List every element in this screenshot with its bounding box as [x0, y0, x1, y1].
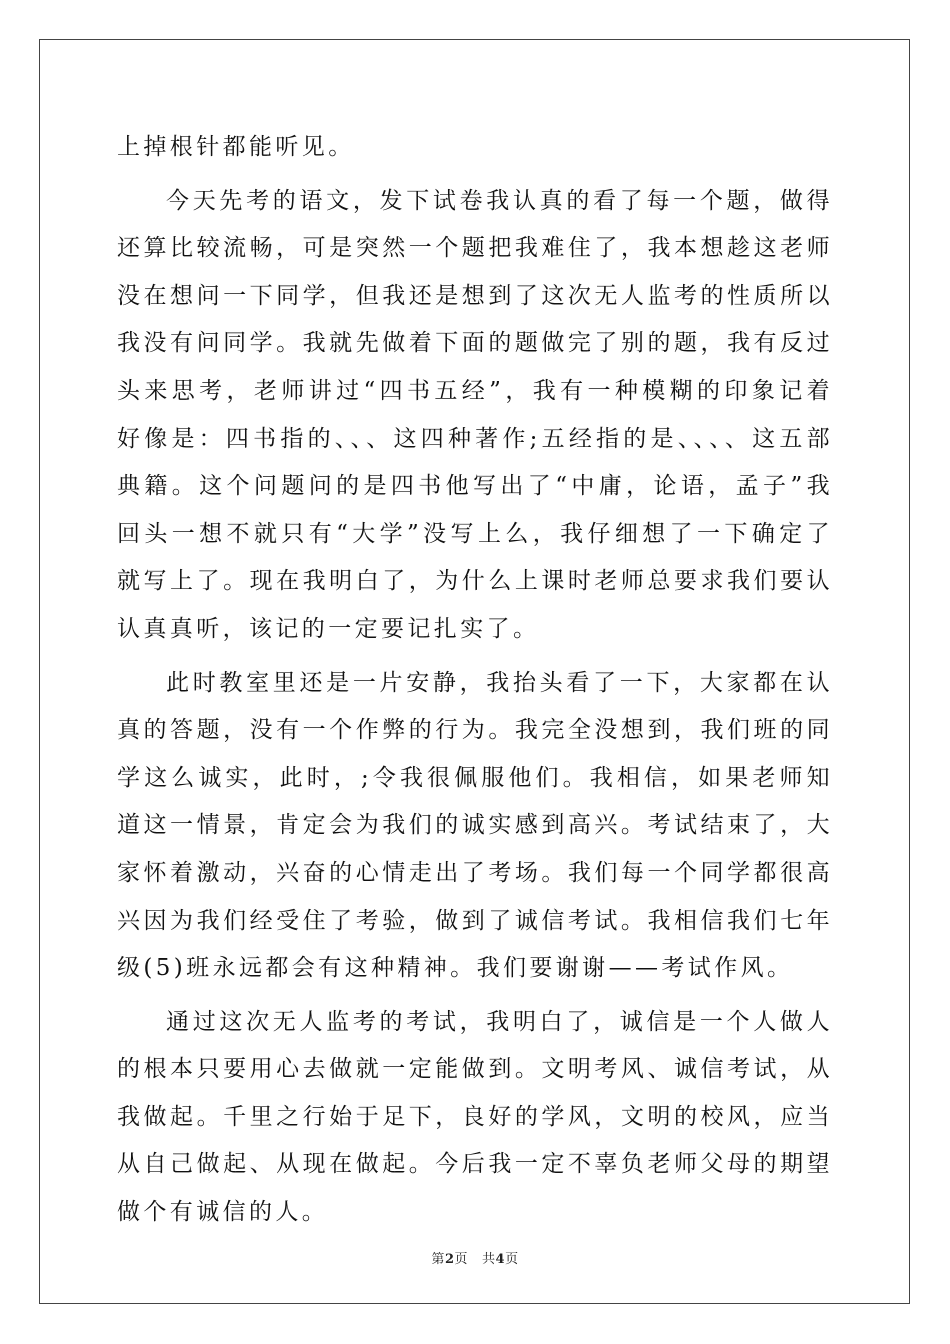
page-footer — [0, 1248, 950, 1267]
document-body — [117, 124, 833, 1237]
total-pages: 4 — [495, 1252, 506, 1267]
total-prefix: 共 — [482, 1252, 496, 1267]
page-suffix: 页 — [454, 1252, 468, 1267]
page-number: 2 — [444, 1252, 455, 1267]
paragraph-continuation: 上掉根针都能听见。 — [117, 134, 355, 160]
paragraph-classroom-quiet: 此时教室里还是一片安静，我抬头看了一下，大家都在认真的答题，没有一个作弊的行为。我完全没想到，我们班的同学这么诚实，此时，;令我很佩服他们。我相信，如果老师知道这一情景，肯定会为我们的诚实感到高兴。考试结束了，大家怀着激动，兴奋的心情走出了考场。我们每一个同学都很高兴因为我们经受住了考验，做到了诚信考试。我相信我们七年级(5)班永远都会有这种精神。我们要谢谢——考试作风。 — [117, 669, 833, 982]
total-suffix: 页 — [505, 1252, 519, 1267]
paragraph-chinese-exam: 今天先考的语文，发下试卷我认真的看了每一个题，做得还算比较流畅，可是突然一个题把我难住了，我本想趁这老师没在想问一下同学，但我还是想到了这次无人监考的性质所以我没有问同学。我就先做着下面的题做完了别的题，我有反过头来思考，老师讲过“四书五经”，我有一种模糊的印象记着好像是：四书指的、、、这四种著作;五经指的是、、、、这五部典籍。这个问题问的是四书他写出了“中庸，论语，孟子”我回头一想不就只有“大学”没写上么，我仔细想了一下确定了就写上了。现在我明白了，为什么上课时老师总要求我们要认认真真听，该记的一定要记扎实了。 — [117, 187, 833, 642]
paragraph-conclusion: 通过这次无人监考的考试，我明白了，诚信是一个人做人的根本只要用心去做就一定能做到。文明考风、诚信考试，从我做起。千里之行始于足下，良好的学风，文明的校风，应当从自己做起、从现在做起。今后我一定不辜负老师父母的期望做个有诚信的人。 — [117, 1008, 833, 1226]
page-prefix: 第 — [431, 1252, 445, 1267]
